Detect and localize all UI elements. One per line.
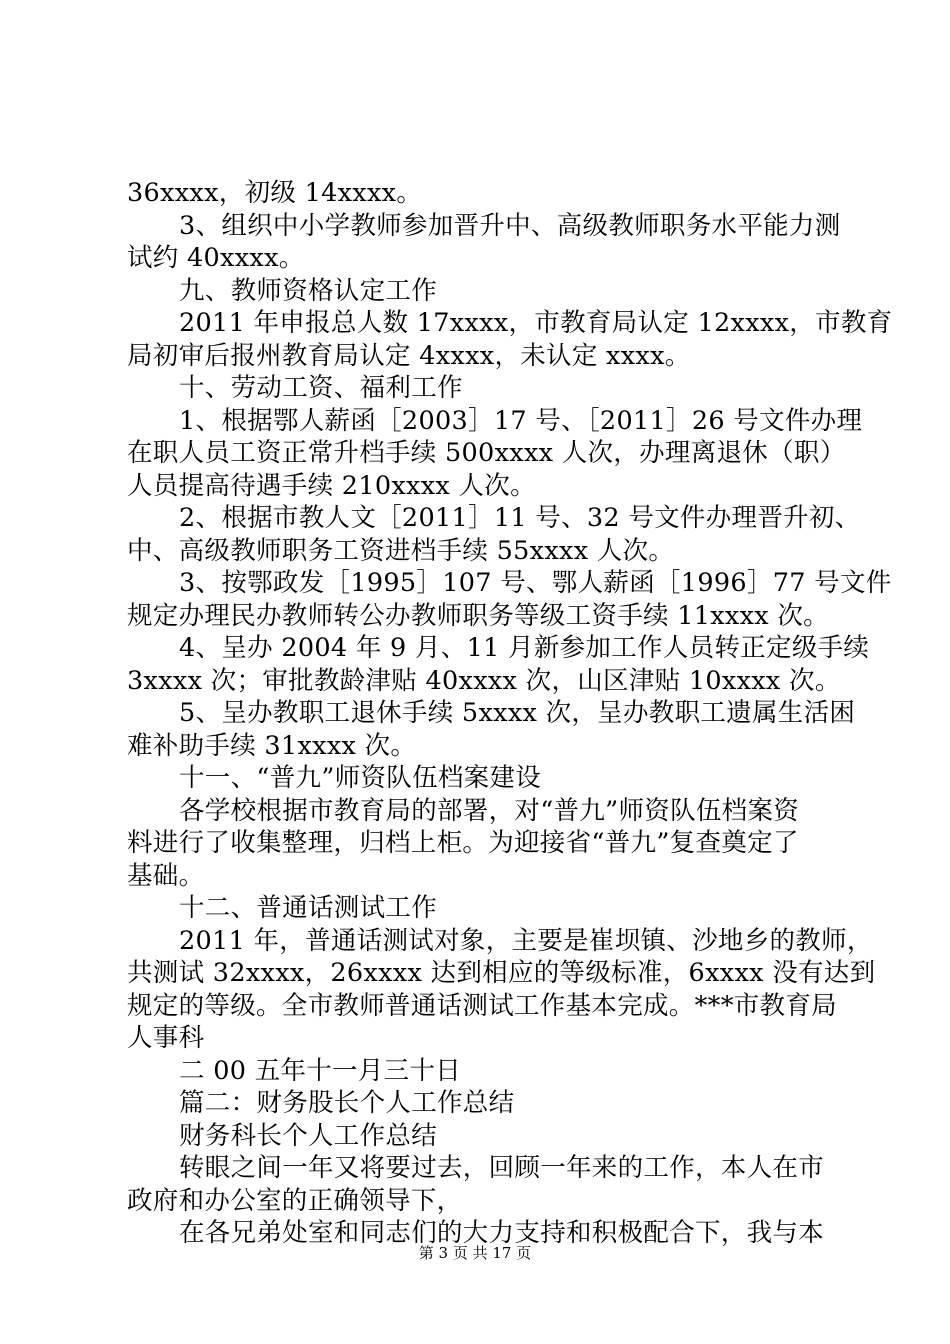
text-line: 转眼之间一年又将要过去，回顾一年来的工作，本人在市 <box>179 1153 825 1183</box>
text-line: 规定的等级。全市教师普通话测试工作基本完成。***市教育局 <box>127 990 837 1021</box>
text-line: 1、根据鄂人薪函［2003］17 号、［2011］26 号文件办理 <box>179 405 863 436</box>
text-line: 二 00 五年十一月三十日 <box>179 1055 462 1086</box>
text-line: 共测试 32xxxx，26xxxx 达到相应的等级标准，6xxxx 没有达到 <box>127 958 876 988</box>
text-line: 各学校根据市教育局的部署，对“普九”师资队伍档案资 <box>179 795 800 826</box>
text-line: 中、高级教师职务工资进档手续 55xxxx 人次。 <box>127 535 675 566</box>
text-line: 在各兄弟处室和同志们的大力支持和积极配合下，我与本 <box>179 1218 825 1248</box>
text-line: 5、呈办教职工退休手续 5xxxx 次，呈办教职工遗属生活困 <box>179 698 856 728</box>
text-line: 财务科长个人工作总结 <box>179 1120 438 1151</box>
text-line: 十一、“普九”师资队伍档案建设 <box>179 763 542 793</box>
text-line: 3xxxx 次；审批教龄津贴 40xxxx 次，山区津贴 10xxxx 次。 <box>127 665 841 696</box>
text-line: 局初审后报州教育局认定 4xxxx，未认定 xxxx。 <box>127 340 691 371</box>
text-line: 2011 年申报总人数 17xxxx，市教育局认定 12xxxx，市教育 <box>179 308 893 338</box>
text-line: 2011 年，普通话测试对象，主要是崔坝镇、沙地乡的教师， <box>179 925 873 956</box>
text-line: 规定办理民办教师转公办教师职务等级工资手续 11xxxx 次。 <box>127 600 829 631</box>
text-line: 难补助手续 31xxxx 次。 <box>127 730 417 761</box>
text-line: 十二、普通话测试工作 <box>179 893 438 923</box>
text-line: 料进行了收集整理，归档上柜。为迎接省“普九”复查奠定了 <box>127 828 799 858</box>
text-line: 人事科 <box>127 1023 205 1053</box>
text-line: 3、按鄂政发［1995］107 号、鄂人薪函［1996］77 号文件 <box>179 568 892 598</box>
text-line: 十、劳动工资、福利工作 <box>179 373 463 403</box>
text-line: 基础。 <box>127 860 205 891</box>
text-line: 试约 40xxxx。 <box>127 243 305 273</box>
text-line: 3、组织中小学教师参加晋升中、高级教师职务水平能力测 <box>179 210 841 241</box>
text-line: 九、教师资格认定工作 <box>179 275 438 306</box>
text-line: 人员提高待遇手续 210xxxx 人次。 <box>127 470 536 501</box>
text-line: 4、呈办 2004 年 9 月、11 月新参加工作人员转正定级手续 <box>179 633 870 663</box>
text-line: 36xxxx，初级 14xxxx。 <box>127 178 423 208</box>
text-line: 篇二：财务股长个人工作总结 <box>179 1088 515 1118</box>
text-line: 2、根据市教人文［2011］11 号、32 号文件办理晋升初、 <box>179 503 861 533</box>
page-footer: 第 3 页 共 17 页 <box>418 1244 532 1262</box>
text-line: 在职人员工资正常升档手续 500xxxx 人次，办理离退休（职） <box>127 438 846 468</box>
text-line: 政府和办公室的正确领导下， <box>127 1185 463 1216</box>
